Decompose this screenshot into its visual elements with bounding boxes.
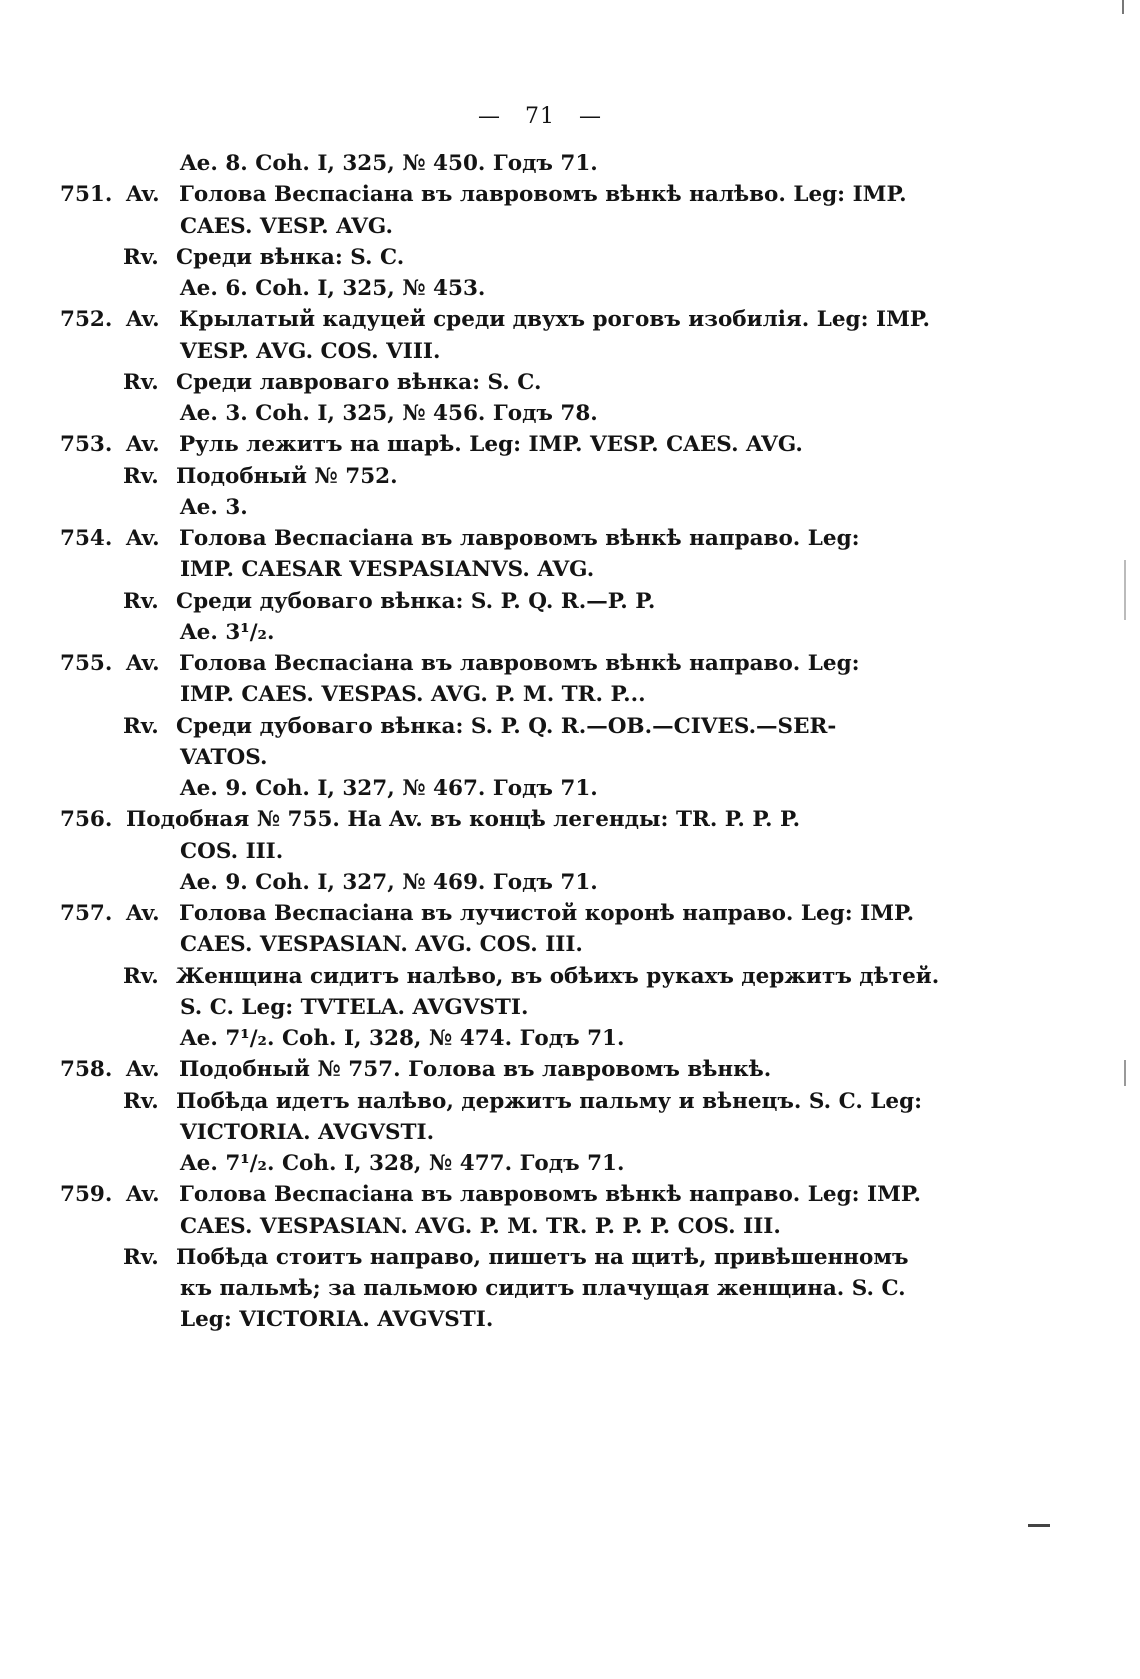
line-text: COS. III.	[180, 838, 284, 864]
line-text: Среди дубоваго вѣнка: S. P. Q. R.—P. P.	[176, 588, 656, 614]
text-line	[60, 367, 820, 398]
entry-line	[60, 1179, 921, 1210]
line-text: CAES. VESPASIAN. AVG. COS. III.	[180, 932, 583, 958]
line-text: Подобная № 755. На Av. въ концѣ легенды: TR. P. P. P.	[126, 807, 801, 833]
text-line	[60, 492, 820, 523]
line-text: Ae. 3¹/₂.	[180, 619, 275, 645]
line-text: Ae. 3. Coh. I, 325, № 456. Годъ 78.	[180, 401, 598, 426]
text-line	[60, 336, 820, 367]
line-text: Голова Веспасіана въ лавровомъ вѣнкѣ направо. Leg: IMP.	[179, 1182, 921, 1208]
line-text: Среди дубоваго вѣнка: S. P. Q. R.—OB.—CIVES.—SER-	[176, 713, 837, 739]
entry-number: 757.	[60, 901, 113, 926]
line-text: Среди лавроваго вѣнка: S. C.	[176, 369, 542, 395]
text-line	[60, 554, 820, 585]
coin-side-label: Rv.	[123, 369, 159, 395]
text-line	[60, 617, 820, 648]
coin-side-label: Rv.	[123, 713, 159, 739]
line-text: Женщина сидитъ налѣво, въ обѣихъ рукахъ держитъ дѣтей.	[176, 963, 940, 989]
line-text: Голова Веспасіана въ лавровомъ вѣнкѣ направо. Leg:	[179, 526, 860, 551]
coin-side-label: Rv.	[123, 963, 159, 989]
text-line	[60, 1273, 906, 1304]
coin-side-label: Rv.	[123, 1088, 159, 1114]
coin-side-label: Av.	[126, 307, 160, 333]
scan-mark	[1028, 1524, 1050, 1527]
line-text: VESP. AVG. COS. VIII.	[180, 338, 441, 364]
text-line	[60, 1086, 923, 1117]
page-number-value: 71	[525, 104, 555, 129]
entry-line	[60, 648, 860, 679]
entry-number: 755.	[60, 651, 113, 676]
text-line	[60, 773, 820, 804]
text-line	[60, 242, 820, 273]
coin-side-label: Av.	[126, 1182, 160, 1208]
entry-line	[60, 523, 860, 554]
text-line	[60, 1148, 820, 1179]
line-text: Ae. 7¹/₂. Coh. I, 328, № 477. Годъ 71.	[180, 1151, 625, 1176]
text-line	[60, 586, 820, 617]
coin-side-label: Av.	[126, 432, 160, 458]
entry-number: 751.	[60, 182, 113, 208]
text-line	[60, 742, 820, 773]
entry-number: 756.	[60, 807, 113, 833]
line-text: Ae. 7¹/₂. Coh. I, 328, № 474. Годъ 71.	[180, 1026, 625, 1051]
text-line	[60, 836, 820, 867]
entry-line	[60, 304, 930, 335]
text-line	[60, 1117, 820, 1148]
entry-number: 752.	[60, 307, 113, 333]
text-line	[60, 211, 820, 242]
text-line	[60, 1211, 820, 1242]
text-line	[60, 461, 820, 492]
line-text: Ae. 8. Coh. I, 325, № 450. Годъ 71.	[180, 151, 598, 176]
coin-side-label: Rv.	[123, 463, 159, 489]
text-line	[60, 1023, 820, 1054]
entry-line	[60, 429, 820, 460]
line-text: Leg: VICTORIA. AVGVSTI.	[180, 1307, 494, 1333]
line-text: VATOS.	[180, 744, 268, 770]
line-text: Голова Веспасіана въ лучистой коронѣ направо. Leg: IMP.	[179, 901, 915, 926]
line-text: S. C. Leg: TVTELA. AVGVSTI.	[180, 994, 529, 1020]
entry-line	[60, 898, 915, 929]
line-text: CAES. VESPASIAN. AVG. P. M. TR. P. P. P. COS. III.	[180, 1213, 781, 1239]
coin-side-label: Av.	[126, 651, 160, 676]
line-text: VICTORIA. AVGVSTI.	[180, 1119, 435, 1145]
line-text: IMP. CAESAR VESPASIANVS. AVG.	[180, 557, 595, 583]
coin-side-label: Rv.	[123, 1244, 159, 1270]
entry-number: 759.	[60, 1182, 113, 1208]
line-text: Ae. 9. Coh. I, 327, № 469. Годъ 71.	[180, 869, 598, 895]
text-line	[60, 711, 837, 742]
coin-side-label: Rv.	[123, 244, 159, 270]
entry-line	[60, 1054, 820, 1085]
line-text: Руль лежитъ на шарѣ. Leg: IMP. VESP. CAES. AVG.	[179, 432, 803, 458]
coin-side-label: Av.	[126, 1057, 160, 1083]
text-line	[60, 1242, 909, 1273]
line-text: Подобный № 752.	[176, 463, 398, 489]
entry-line	[60, 804, 820, 835]
text-line	[60, 961, 940, 992]
entry-number: 758.	[60, 1057, 113, 1083]
line-text: Побѣда стоитъ направо, пишетъ на щитѣ, привѣшенномъ	[176, 1244, 909, 1270]
line-text: Голова Веспасіана въ лавровомъ вѣнкѣ направо. Leg:	[179, 651, 860, 676]
line-text: Крылатый кадуцей среди двухъ роговъ изобилія. Leg: IMP.	[179, 307, 930, 333]
text-line	[60, 273, 820, 304]
line-text: Побѣда идетъ налѣво, держитъ пальму и вѣнецъ. S. C. Leg:	[176, 1088, 923, 1114]
line-text: Ae. 3.	[180, 494, 248, 520]
text-line	[60, 148, 820, 179]
text-line	[60, 867, 820, 898]
text-line	[60, 398, 820, 429]
line-text: къ пальмѣ; за пальмою сидитъ плачущая женщина. S. C.	[180, 1276, 906, 1301]
coin-side-label: Av.	[126, 182, 160, 208]
text-line	[60, 929, 820, 960]
text-line	[60, 1304, 820, 1335]
page-number: — 71 —	[478, 104, 602, 129]
scan-mark	[1124, 560, 1126, 620]
line-text: Ae. 6. Coh. I, 325, № 453.	[180, 276, 486, 301]
text-line	[60, 992, 820, 1023]
coin-side-label: Av.	[126, 901, 160, 926]
line-text: Ae. 9. Coh. I, 327, № 467. Годъ 71.	[180, 776, 598, 801]
line-text: Подобный № 757. Голова въ лавровомъ вѣнкѣ.	[179, 1057, 772, 1083]
scan-mark	[1124, 1060, 1126, 1086]
entry-number: 753.	[60, 432, 113, 458]
line-text: Среди вѣнка: S. C.	[176, 244, 405, 270]
text-line	[60, 679, 820, 710]
line-text: IMP. CAES. VESPAS. AVG. P. M. TR. P...	[180, 682, 646, 708]
coin-side-label: Rv.	[123, 588, 159, 614]
catalog-text	[60, 148, 940, 1336]
line-text: Голова Веспасіана въ лавровомъ вѣнкѣ налѣво. Leg: IMP.	[179, 182, 907, 208]
scan-mark	[1122, 0, 1124, 14]
line-text: CAES. VESP. AVG.	[180, 213, 393, 239]
entry-number: 754.	[60, 526, 113, 551]
coin-side-label: Av.	[126, 526, 160, 551]
entry-line	[60, 179, 907, 210]
